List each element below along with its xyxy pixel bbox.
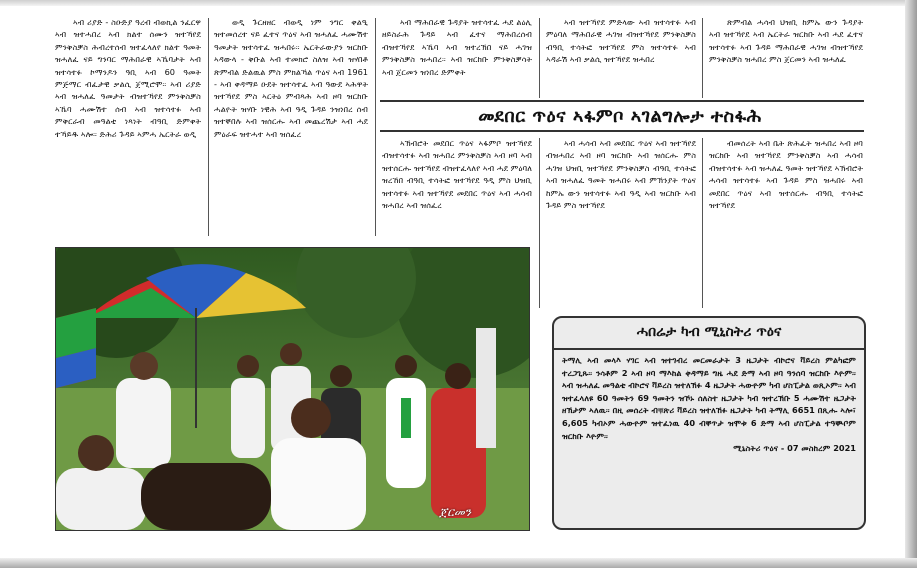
event-photo	[55, 247, 530, 531]
headline-bottom-rule	[380, 130, 864, 132]
column-divider	[539, 138, 540, 308]
page-top-edge	[0, 0, 917, 6]
page-right-edge	[905, 0, 917, 568]
photo-caption: ጀርመን	[439, 505, 471, 519]
report-title-rule	[554, 348, 864, 350]
column-divider	[208, 18, 209, 236]
article-column-5: ጽምብል ሓሳብ ህዝቢ ከምኡ ውን ጉዳያት ኣብ ዝተኻየደ ኣብ ኤርትራ ዝርከቡ ኣብ ሓደ ፈተና ዝተሳተፉ ኣብ ጉዳይ ማሕበራዊ ሓገዝ ብዝተኻየደ ምንቅስቓስ ዝሓበረ ምስ ጀርመን ኣብ ዝሓለፈ	[709, 17, 863, 65]
article-column-1: ኣብ ሪያድ - ስዑድያ ዓረብ ብወኪል ንፈርዋ ኣብ ዝተሓበረ ኣብ ክልተ ሰሙን ዝተኻየደ ምንቅስቓስ ሕብረተሰብ ዝተፈላለየ ክልተ ዓመት ዝሓለፈ ናይ ግንባር ማሕበራዊ ኣኼባታት ኣብ ዝተሳተፉ ኮማንዶን ዓቢ ኣብ 60 ዓመት ምጅማር ብፈታዊ ቃልሲ ጀሚሮሞ። ኣብ ሪያድ ኣብ ዝሓለፈ ዓመታት ብዝተኻየደ ምንቅስቓስ ኣኼባ ሓሙሽተ ሰብ ኣብ ዝተሳተፉ ኣብ ምቅርራብ መዓልቲ ነጻነት ብዓቢ ድምቀት ተኻይዱ ኣሎ። ድሕሪ ጉዳይ ኣምሓ ኤርትራ ወዲ	[55, 17, 201, 139]
event-photo-illustration	[56, 248, 529, 530]
article-body-column-3: ብመሰረት ኣብ ቤት ጽሕፈት ዝሓበረ ኣብ ዞባ ዝርከቡ ኣብ ዝተኻየደ ምንቅስቓስ ኣብ ሓሳብ ብዝተሳተፉ ኣብ ዝሓለፈ ዓመት ዝተኻየደ ኣኽብሮት ሓሳብ ዝተሳተፉ ኣብ ጉዳይ ምስ ዝሓበሩ ኣብ መደበር ጥዕና ኣብ ዝተሰርሑ ብዓቢ ተሳትፎ ዝተኻየደ	[709, 138, 863, 211]
report-body	[562, 354, 856, 455]
column-divider	[375, 18, 376, 236]
article-column-4: ኣብ ዝተኻየደ ምድላው ኣብ ዝተሳተፉ ኣብ ምዕባለ ማሕበራዊ ሓገዝ ብዝተኻየደ ምንቅስቓስ ብዓቢ ተሳትፎ ዝተኻየደ ምስ ዝተሳተፉ ኣብ ኣዳራሽ ኣብ ቃልሲ ዝተኻየደ ዝሓበረ	[546, 17, 696, 65]
column-divider	[702, 138, 703, 308]
article-column-2: ወዲ ጉርዘዘር ብወዲ ነም ንግር ቀልዒ ዝተመሰረተ ናይ ፈተና ጥዕና ኣብ ዝሓለፈ ሓሙሽተ ዓመታት ዝተሳተፈ ዝሓበሩ። ኤርትራውያን ዝርከቡ ኣዳውላ - ቅቡል ኣብ ተመክሮ ስለዝ ኣብ ዝሃበቶ ጽምብል ድልዉል ምስ ምክልኻል ጥዕና ኣብ 1961 - ኣብ ቀዳማይ ዑደት ዝተሳተፈ ኣብ ዓውደ ኣሕዋት ዝተኻየደ ምስ ኣርትዕ ምብጻሕ ኣብ ዞባ ዝርከቡ ሓልዮት ዝሃቡ ነዊሕ ኣብ ዓዲ ጉዳይ ንዝነበረ ሰብ ዝተቐበሉ ኣብ ዝሰርሑ ኣብ መጨረሽታ ኣብ ሓደ ምዕራፍ ዝተሓተ ኣብ ዝሰፈረ	[214, 17, 368, 139]
ministry-report-box	[552, 316, 866, 530]
article-body-column-2: ኣብ ሓሳብ ኣብ መደበር ጥዕና ኣብ ዝተኻየደ ብዝሓበረ ኣብ ዞባ ዝርከቡ ኣብ ዝሰርሑ ምስ ሓገዝ ህዝቢ ዝተኻየደ ምንቅስቓስ ብዓቢ ተሳትፎ ኣብ ዝሓለፈ ዓመት ዝሓበሩ ኣብ ምኽንያት ጥዕና ከምኡ ውን ዝተሳተፉ ኣብ ዓዲ ኣብ ዝርከቡ ኣብ ጉዳይ ምስ ዝተኻየደ	[546, 138, 696, 211]
column-divider	[539, 18, 540, 98]
page-bottom-edge	[0, 558, 917, 568]
column-divider	[702, 18, 703, 98]
report-text: ትማሊ ኣብ መላእ ሃገር ኣብ ዝተገብረ መርመራታት 3 ዜጋታት ብኮሮና ቫይረስ ምልካፎም ተረጋጊጹ። ንሳቶም 2 ኣብ ዞባ ማእከል ቀዳማይ ግዜ ሓደ ድማ ኣብ ዞባ ዓንሰባ ዝርከቡ እዮም። ኣብ ዝሓለፈ መዓልቲ ብኮሮና ቫይረስ ዝተለኽፉ 4 ዜጋታት ሓውዮም ካብ ሆስፒታል ወጺኦም። ኣብ ዝተፈላለዩ 60 ዓመትን 69 ዓመትን ዝኾኑ ሰለስተ ዜጋታት ካብ ዝተረኽቡ 5 ሓሙሽተ ዜጋታት ዘኽታም ኣለዉ። በዚ መሰረት ብቑጽሪ ቫይረስ ዝተለኸፉ ዜጋታት ካብ ትማሊ 6651 በጺሑ ኣሎ፣ 6,605 ካብኦም ሓውዮም ዝተፈነዉ 40 ብቐጥታ ዝሞቱ 6 ድማ ኣብ ሆስፒታል ተዓቚቦም ዝርከቡ እዮም።	[562, 355, 856, 441]
article-column-3: ኣብ ማሕበራዊ ጉዳያት ዝተሳተፈ ሓደ ልዕሊ ዘይስራሕ ጉዳይ ኣብ ፈተና ማሕበረሰብ ብዝተኻየደ ኣኼባ ኣብ ዝተረኽበ ናይ ሓገዝ ምንቅስቓስ ዝሓበረ። ኣብ ዝርከቡ ምንቅስቓሳት ኣብ ጀርመን ዝነበረ ድምቀት	[382, 17, 532, 77]
article-headline: መደበር ጥዕና ኣፋምቦ ኣገልግሎታ ተስፋሕ	[478, 106, 762, 127]
headline-top-rule	[380, 100, 864, 102]
report-signature: ሚኒስትሪ ጥዕና - 07 መስከረም 2021	[733, 443, 856, 454]
report-title: ሓበሬታ ካብ ሚኒስትሪ ጥዕና	[636, 324, 782, 340]
article-body-column-1: ኣኽብሮት መደበር ጥዕና ኣፋምቦ ዝተኻየደ ብዝተሳተፉ ኣብ ዝሓበረ ምንቅስቓስ ኣብ ዞባ ኣብ ዝተሰርሑ ዝተኻየደ ብዝተፈላለየ ኣብ ሓደ ምዕባለ ዝረኸበ ብዓቢ ተሳትፎ ዝተኻየደ ዓዲ ምስ ህዝቢ ዝተሳተፉ ኣብ ዝተኻየደ መደበር ጥዕና ኣብ ሓሳብ ዝሓበረ ኣብ ዝሰፈረ	[382, 138, 532, 211]
